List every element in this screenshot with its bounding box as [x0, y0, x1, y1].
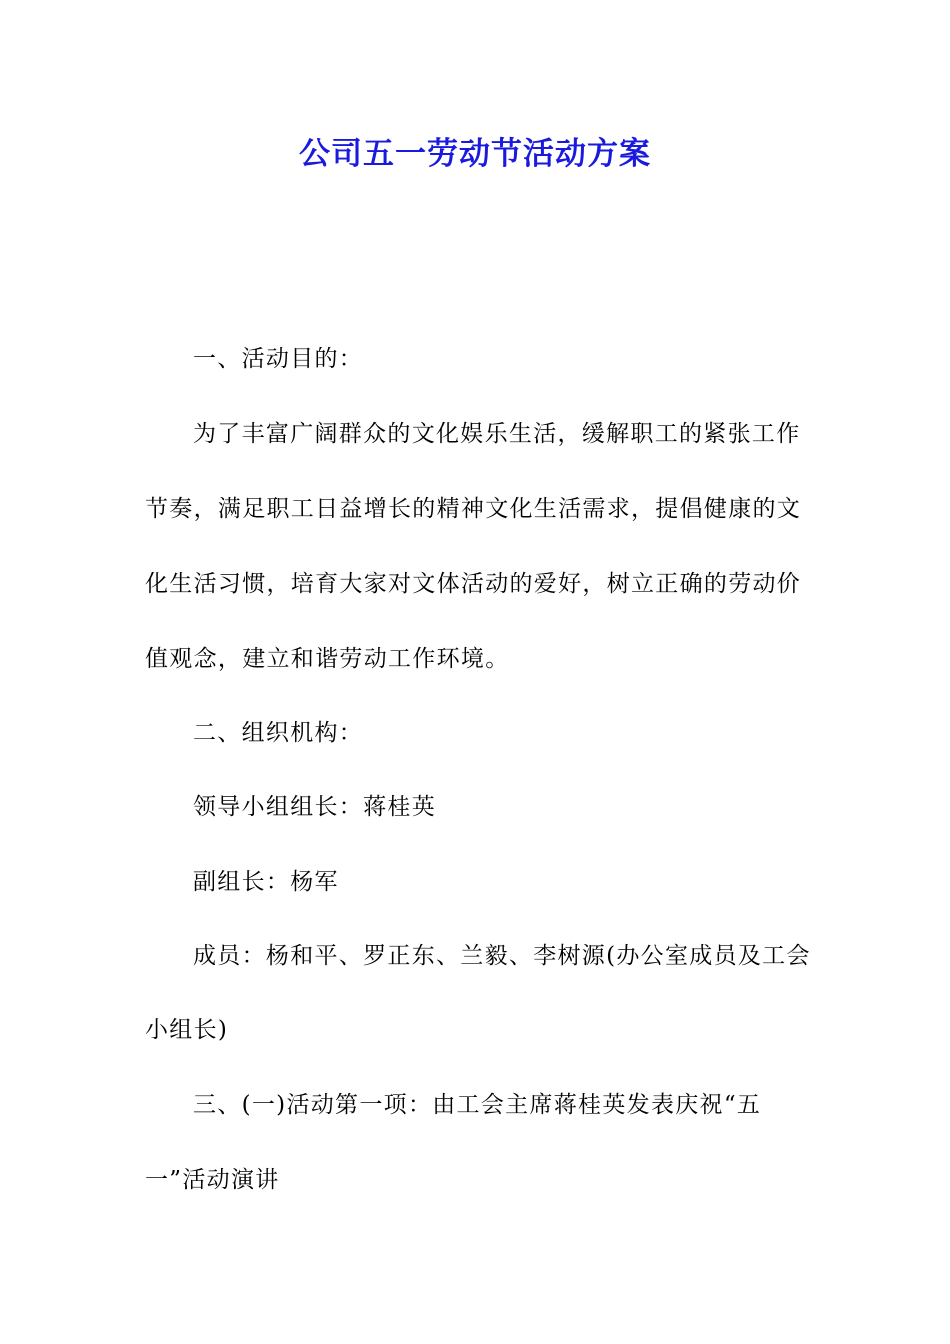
document-title: 公司五一劳动节活动方案 [299, 136, 651, 172]
paragraph-line: 值观念，建立和谐劳动工作环境。 [145, 646, 510, 672]
section-heading-purpose: 一、活动目的： [193, 346, 364, 372]
paragraph-line: 节奏，满足职工日益增长的精神文化生活需求，提倡健康的文 [145, 496, 802, 522]
members-line-continued: 小组长) [145, 1017, 229, 1043]
activity-one-line-continued: 一”活动演讲 [145, 1167, 280, 1193]
paragraph-line: 为了丰富广阔群众的文化娱乐生活，缓解职工的紧张工作 [193, 421, 801, 447]
section-heading-organization: 二、组织机构： [193, 720, 364, 746]
members-line: 成员：杨和平、罗正东、兰毅、李树源(办公室成员及工会 [193, 943, 811, 969]
leader-line: 领导小组组长：蒋桂英 [193, 794, 436, 820]
deputy-leader-line: 副组长：杨军 [193, 869, 339, 895]
activity-one-line: 三、(一)活动第一项：由工会主席蒋桂英发表庆祝“五 [193, 1092, 762, 1118]
paragraph-line: 化生活习惯，培育大家对文体活动的爱好，树立正确的劳动价 [145, 571, 802, 597]
